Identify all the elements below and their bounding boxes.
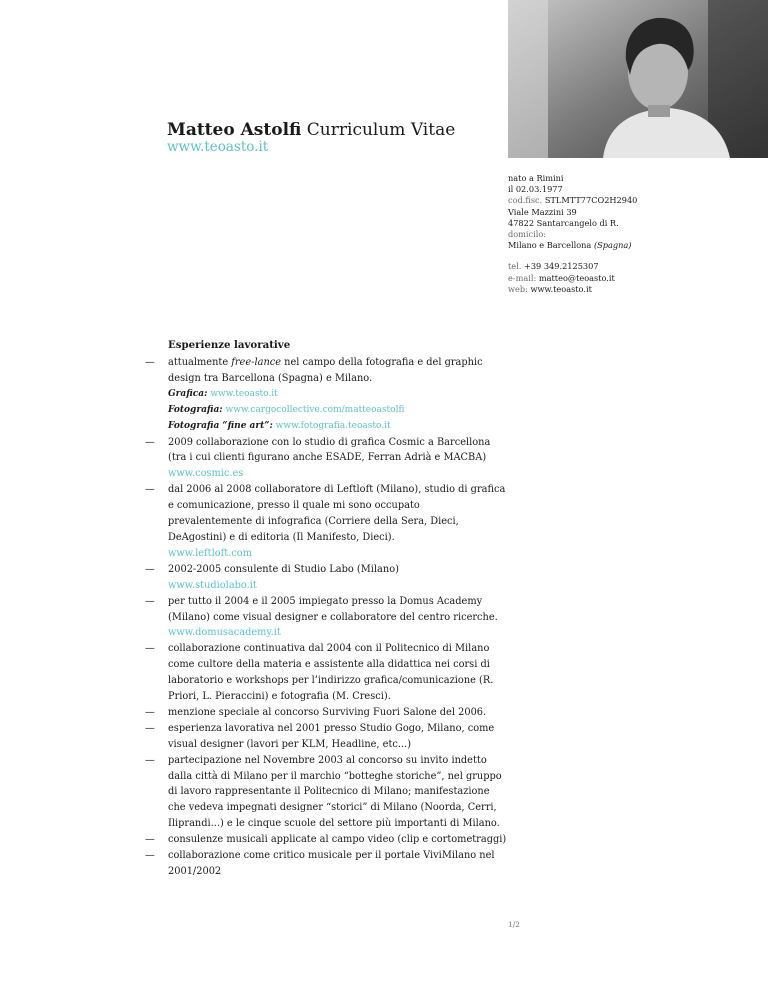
birthdate: il 02.03.1977 [508, 184, 563, 195]
personal-info [508, 173, 637, 295]
email-link[interactable]: matteo@teoasto.it [538, 272, 615, 283]
dash-bullet: — [145, 643, 155, 655]
portrait-photo [508, 0, 768, 158]
experience-entry: — menzione speciale al concorso Surviving Fuori Salone del 2006. [145, 705, 505, 721]
tel-row: tel. +39 349.2125307 [508, 261, 599, 272]
dash-bullet: — [145, 754, 155, 766]
dash-bullet: — [145, 436, 155, 448]
domicile-label: domicilo: [508, 229, 547, 240]
experience-entry: — 2002-2005 consulente di Studio Labo (Milano) www.studiolabo.it [145, 562, 505, 594]
domicile-row: Milano e Barcellona (Spagna) [508, 240, 632, 251]
codfisc-row: cod.fisc. STLMTT77CO2H2940 [508, 195, 638, 206]
dash-bullet: — [145, 484, 155, 496]
experience-entry: — partecipazione nel Novembre 2003 al concorso su invito indetto dalla città di Milano per il marchio “botteghe storiche”, nel gruppo di lavoro rappresentante il Politecnico di Milano; manifestazione che vedeva impegnati designer “storici” di Milano (Noorda, Cerri, Iliprandi...) e le cinque scuole del settore più importanti di Milano. [145, 754, 502, 830]
dash-bullet: — [145, 563, 155, 575]
dash-bullet: — [145, 706, 155, 718]
doc-title: Curriculum Vitae [306, 120, 456, 140]
section-heading: Esperienze lavorative [168, 339, 291, 351]
experience-entry: — per tutto il 2004 e il 2005 impiegato presso la Domus Academy (Milano) come visual designer e collaboratore del centro ricerche. www.domusacademy.it [145, 594, 505, 642]
experience-entry: — 2009 collaborazione con lo studio di grafica Cosmic a Barcellona (tra i cui clienti figurano anche ESADE, Ferran Adrià e MACBA) www.cosmic.es [145, 435, 505, 483]
web-link[interactable]: www.teoasto.it [530, 283, 592, 294]
web-row: web: www.teoasto.it [508, 283, 592, 294]
experience-entry: — esperienza lavorativa nel 2001 presso Studio Gogo, Milano, come visual designer (lavori per KLM, Headline, etc...) [145, 722, 495, 750]
experience-entry: — consulenze musicali applicate al campo video (clip e cortometraggi) [145, 832, 505, 848]
page-number: 1/2 [508, 920, 521, 929]
experience-entry: — collaborazione come critico musicale per il portale ViviMilano nel 2001/2002 [145, 850, 495, 877]
leftloft-link[interactable]: www.leftloft.com [168, 547, 252, 559]
experience-entry: — collaborazione continuativa dal 2004 con il Politecnico di Milano come cultore della materia e assistente alla didattica nei corsi di laboratorio e workshops per l’indirizzo grafica/comunicazione (R. Priori, L. Pieraccini) e fotografia (M. Cresci). [145, 643, 494, 703]
experience-entry: — attualmente free-lance nel campo della fotografia e del graphic design tra Barcellona (Spagna) e Milano. Grafica: www.teoasto.it Fotografia: www.cargocollective.com/matteoastolfi Fotografia “fine art”: www.fotografia.teoasto.it [145, 357, 483, 431]
document-title [167, 120, 455, 140]
fine-art-link[interactable]: www.fotografia.teoasto.it [275, 420, 391, 431]
street: Viale Mazzini 39 [508, 206, 577, 217]
work-experience-section [145, 338, 505, 880]
dash-bullet: — [145, 722, 155, 734]
dash-bullet: — [145, 595, 155, 607]
dash-bullet: — [145, 357, 155, 368]
cosmic-link[interactable]: www.cosmic.es [168, 468, 244, 480]
grafica-link[interactable]: www.teoasto.it [210, 388, 278, 399]
dash-bullet: — [145, 834, 155, 846]
experience-entry: — dal 2006 al 2008 collaboratore di Leftloft (Milano), studio di grafica e comunicazione, presso il quale mi sono occupato prevalentemente di infografica (Corriere della Sera, Dieci, DeAgostini) e di editoria (Il Manifesto, Dieci). www.leftloft.com [145, 482, 505, 562]
person-name: Matteo Astolfi [167, 120, 302, 140]
header-website-link[interactable]: www.teoasto.it [167, 139, 269, 155]
birthplace: nato a Rimini [508, 173, 564, 183]
fotografia-link[interactable]: www.cargocollective.com/matteoastolfi [225, 404, 405, 415]
domusacademy-link[interactable]: www.domusacademy.it [168, 627, 281, 639]
email-row: e-mail: matteo@teoasto.it [508, 272, 615, 283]
city: 47822 Santarcangelo di R. [508, 217, 619, 228]
dash-bullet: — [145, 850, 155, 862]
studiolabo-link[interactable]: www.studiolabo.it [168, 579, 257, 591]
